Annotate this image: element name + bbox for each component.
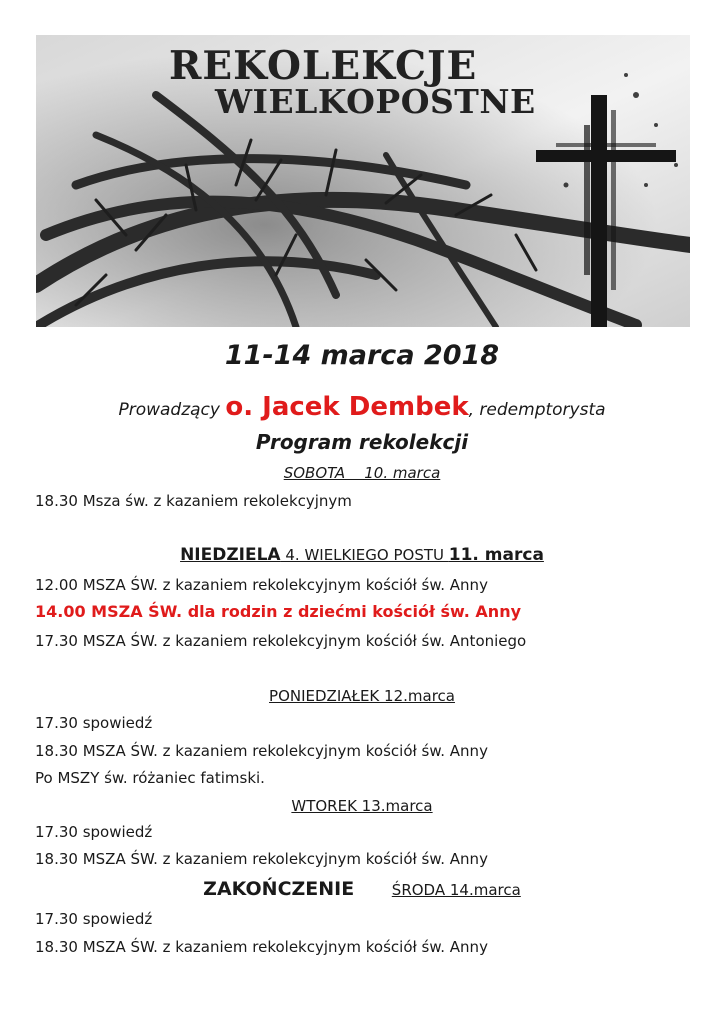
schedule-entry: 18.30 MSZA ŚW. z kazaniem rekolekcyjnym kościół św. Anny — [35, 850, 488, 868]
schedule-entry: 17.30 spowiedź — [35, 714, 153, 732]
schedule-entry-highlight: 14.00 MSZA ŚW. dla rodzin z dziećmi kościół św. Anny — [35, 602, 522, 621]
header-banner — [36, 35, 690, 327]
leader-name: o. Jacek Dembek — [225, 392, 469, 422]
schedule-entry: 18.30 MSZA ŚW. z kazaniem rekolekcyjnym kościół św. Anny — [35, 938, 488, 956]
day-heading-saturday — [0, 464, 724, 482]
closing-label: ZAKOŃCZENIE — [203, 878, 355, 900]
day-heading-tuesday: WTOREK 13.marca — [291, 797, 433, 815]
schedule-entry: 17.30 spowiedź — [35, 910, 153, 928]
schedule-entry: 18.30 MSZA ŚW. z kazaniem rekolekcyjnym kościół św. Anny — [35, 742, 488, 760]
day-heading-part2: 4. WIELKIEGO POSTU — [280, 546, 449, 564]
leader-prefix: Prowadzący — [118, 400, 220, 420]
event-dates: 11-14 marca 2018 — [224, 340, 500, 371]
day-heading-text: SOBOTA 10. marca — [283, 464, 441, 482]
day-heading-part3: 11. marca — [448, 545, 544, 565]
schedule-entry: 12.00 MSZA ŚW. z kazaniem rekolekcyjnym kościół św. Anny — [35, 576, 488, 594]
leader-line — [0, 392, 724, 422]
schedule-entry: 17.30 spowiedź — [35, 823, 153, 841]
day-heading-wednesday — [0, 878, 724, 900]
program-title: Program rekolekcji — [255, 430, 469, 454]
day-heading-text: ŚRODA 14.marca — [391, 881, 521, 899]
schedule-entry: 17.30 MSZA ŚW. z kazaniem rekolekcyjnym kościół św. Antoniego — [35, 632, 527, 650]
banner-title-line2: WIELKOPOSTNE — [215, 82, 536, 121]
schedule-entry: Po MSZY św. różaniec fatimski. — [35, 769, 265, 787]
day-heading-sunday — [0, 545, 724, 565]
banner-title-line1: REKOLEKCJE — [169, 43, 478, 89]
schedule-entry: 18.30 Msza św. z kazaniem rekolekcyjnym — [35, 492, 352, 510]
day-heading-part1: NIEDZIELA — [180, 545, 281, 565]
leader-suffix: , redemptorysta — [468, 400, 606, 420]
day-heading-monday: PONIEDZIAŁEK 12.marca — [269, 687, 455, 705]
